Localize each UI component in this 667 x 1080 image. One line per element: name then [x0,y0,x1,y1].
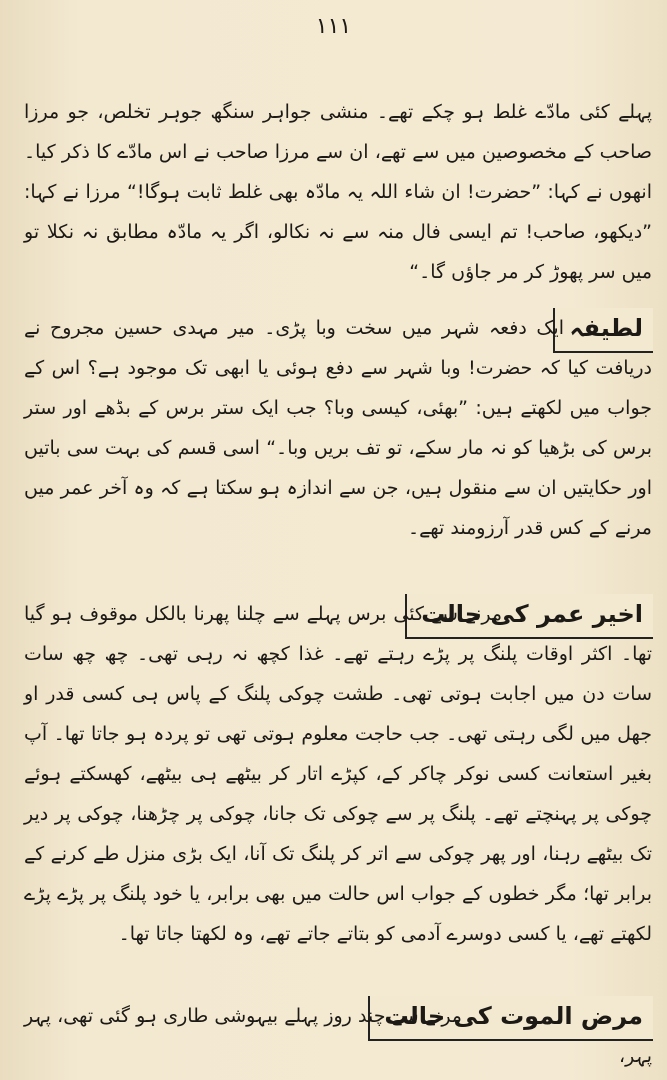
paragraph-latifa [24,308,652,548]
paragraph-marz-ul-maut [24,996,652,1076]
paragraph-latifa-text: ایک دفعہ شہر میں سخت وبا پڑی۔ میر مہدی حسین مجروح نے دریافت کیا کہ حضرت! وبا شہر سے دفع ہوئی یا ابھی تک موجود ہے؟ اس کے جواب میں لکھتے ہیں: ”بھئی، کیسی وبا؟ جب ایک ستر برس کے بڈھے اور ستر برس کی بڑھیا کو نہ مار سکے، تو تف بریں وبا۔“ اسی قسم کی بہت سی باتیں اور حکایتیں ان سے منقول ہیں، جن سے اندازہ ہو سکتا ہے کہ وہ آخر عمر میں مرنے کے کس قدر آرزومند تھے۔ [24,317,652,539]
section-heading-latifa: لطیفہ [553,308,653,353]
paragraph-akhir-umr-text: مرنے سے کئی برس پہلے سے چلنا پھرنا بالکل موقوف ہو گیا تھا۔ اکثر اوقات پلنگ پر پڑے رہتے تھے۔ غذا کچھ نہ رہی تھی۔ چھ چھ سات سات دن میں اجابت ہوتی تھی۔ طشت چوکی پلنگ کے پاس ہی کسی قدر او جھل میں لگی رہتی تھی۔ جب حاجت معلوم ہوتی تھی تو پردہ ہو جاتا تھا۔ آپ بغیر استعانت کسی نوکر چاکر کے، کپڑے اتار کر بیٹھے ہی بیٹھے، کھسکتے ہوئے چوکی پر پہنچتے تھے۔ پلنگ پر سے چوکی تک جانا، چوکی پر چڑھنا، چوکی پر دیر تک بیٹھے رہنا، اور پھر چوکی سے اتر کر پلنگ تک آنا، ایک بڑی منزل طے کرنے کے برابر تھا؛ مگر خطوں کے جواب اس حالت میں بھی برابر، یا خود پلنگ پر پڑے پڑے لکھتے تھے، یا کسی دوسرے آدمی کو بتاتے جاتے تھے، وہ لکھتا جاتا تھا۔ [24,603,652,945]
paragraph-intro: پہلے کئی مادّے غلط ہو چکے تھے۔ منشی جواہر سنگھ جوہر تخلص، جو مرزا صاحب کے مخصوصین میں سے تھے، ان سے مرزا صاحب نے اس مادّے کا ذکر کیا۔ انھوں نے کہا: ”حضرت! ان شاء اللہ یہ مادّہ بھی غلط ثابت ہوگا!“ مرزا نے کہا: ”دیکھو، صاحب! تم ایسی فال منہ سے نہ نکالو، اگر یہ مادّہ مطابق نہ نکلا تو میں سر پھوڑ کر مر جاؤں گا۔“ [24,101,652,283]
section-heading-akhir-umr: اخیر عمر کی حالت [405,594,653,639]
paragraph-marz-ul-maut-text: مرنے سے چند روز پہلے بیہوشی طاری ہو گئی تھی، پہر پہر، [24,1005,652,1067]
paragraph-akhir-umr [24,594,652,954]
page-number: ۱۱۱ [315,14,352,39]
section-heading-marz-ul-maut: مرض الموت کی حالت [368,996,653,1041]
